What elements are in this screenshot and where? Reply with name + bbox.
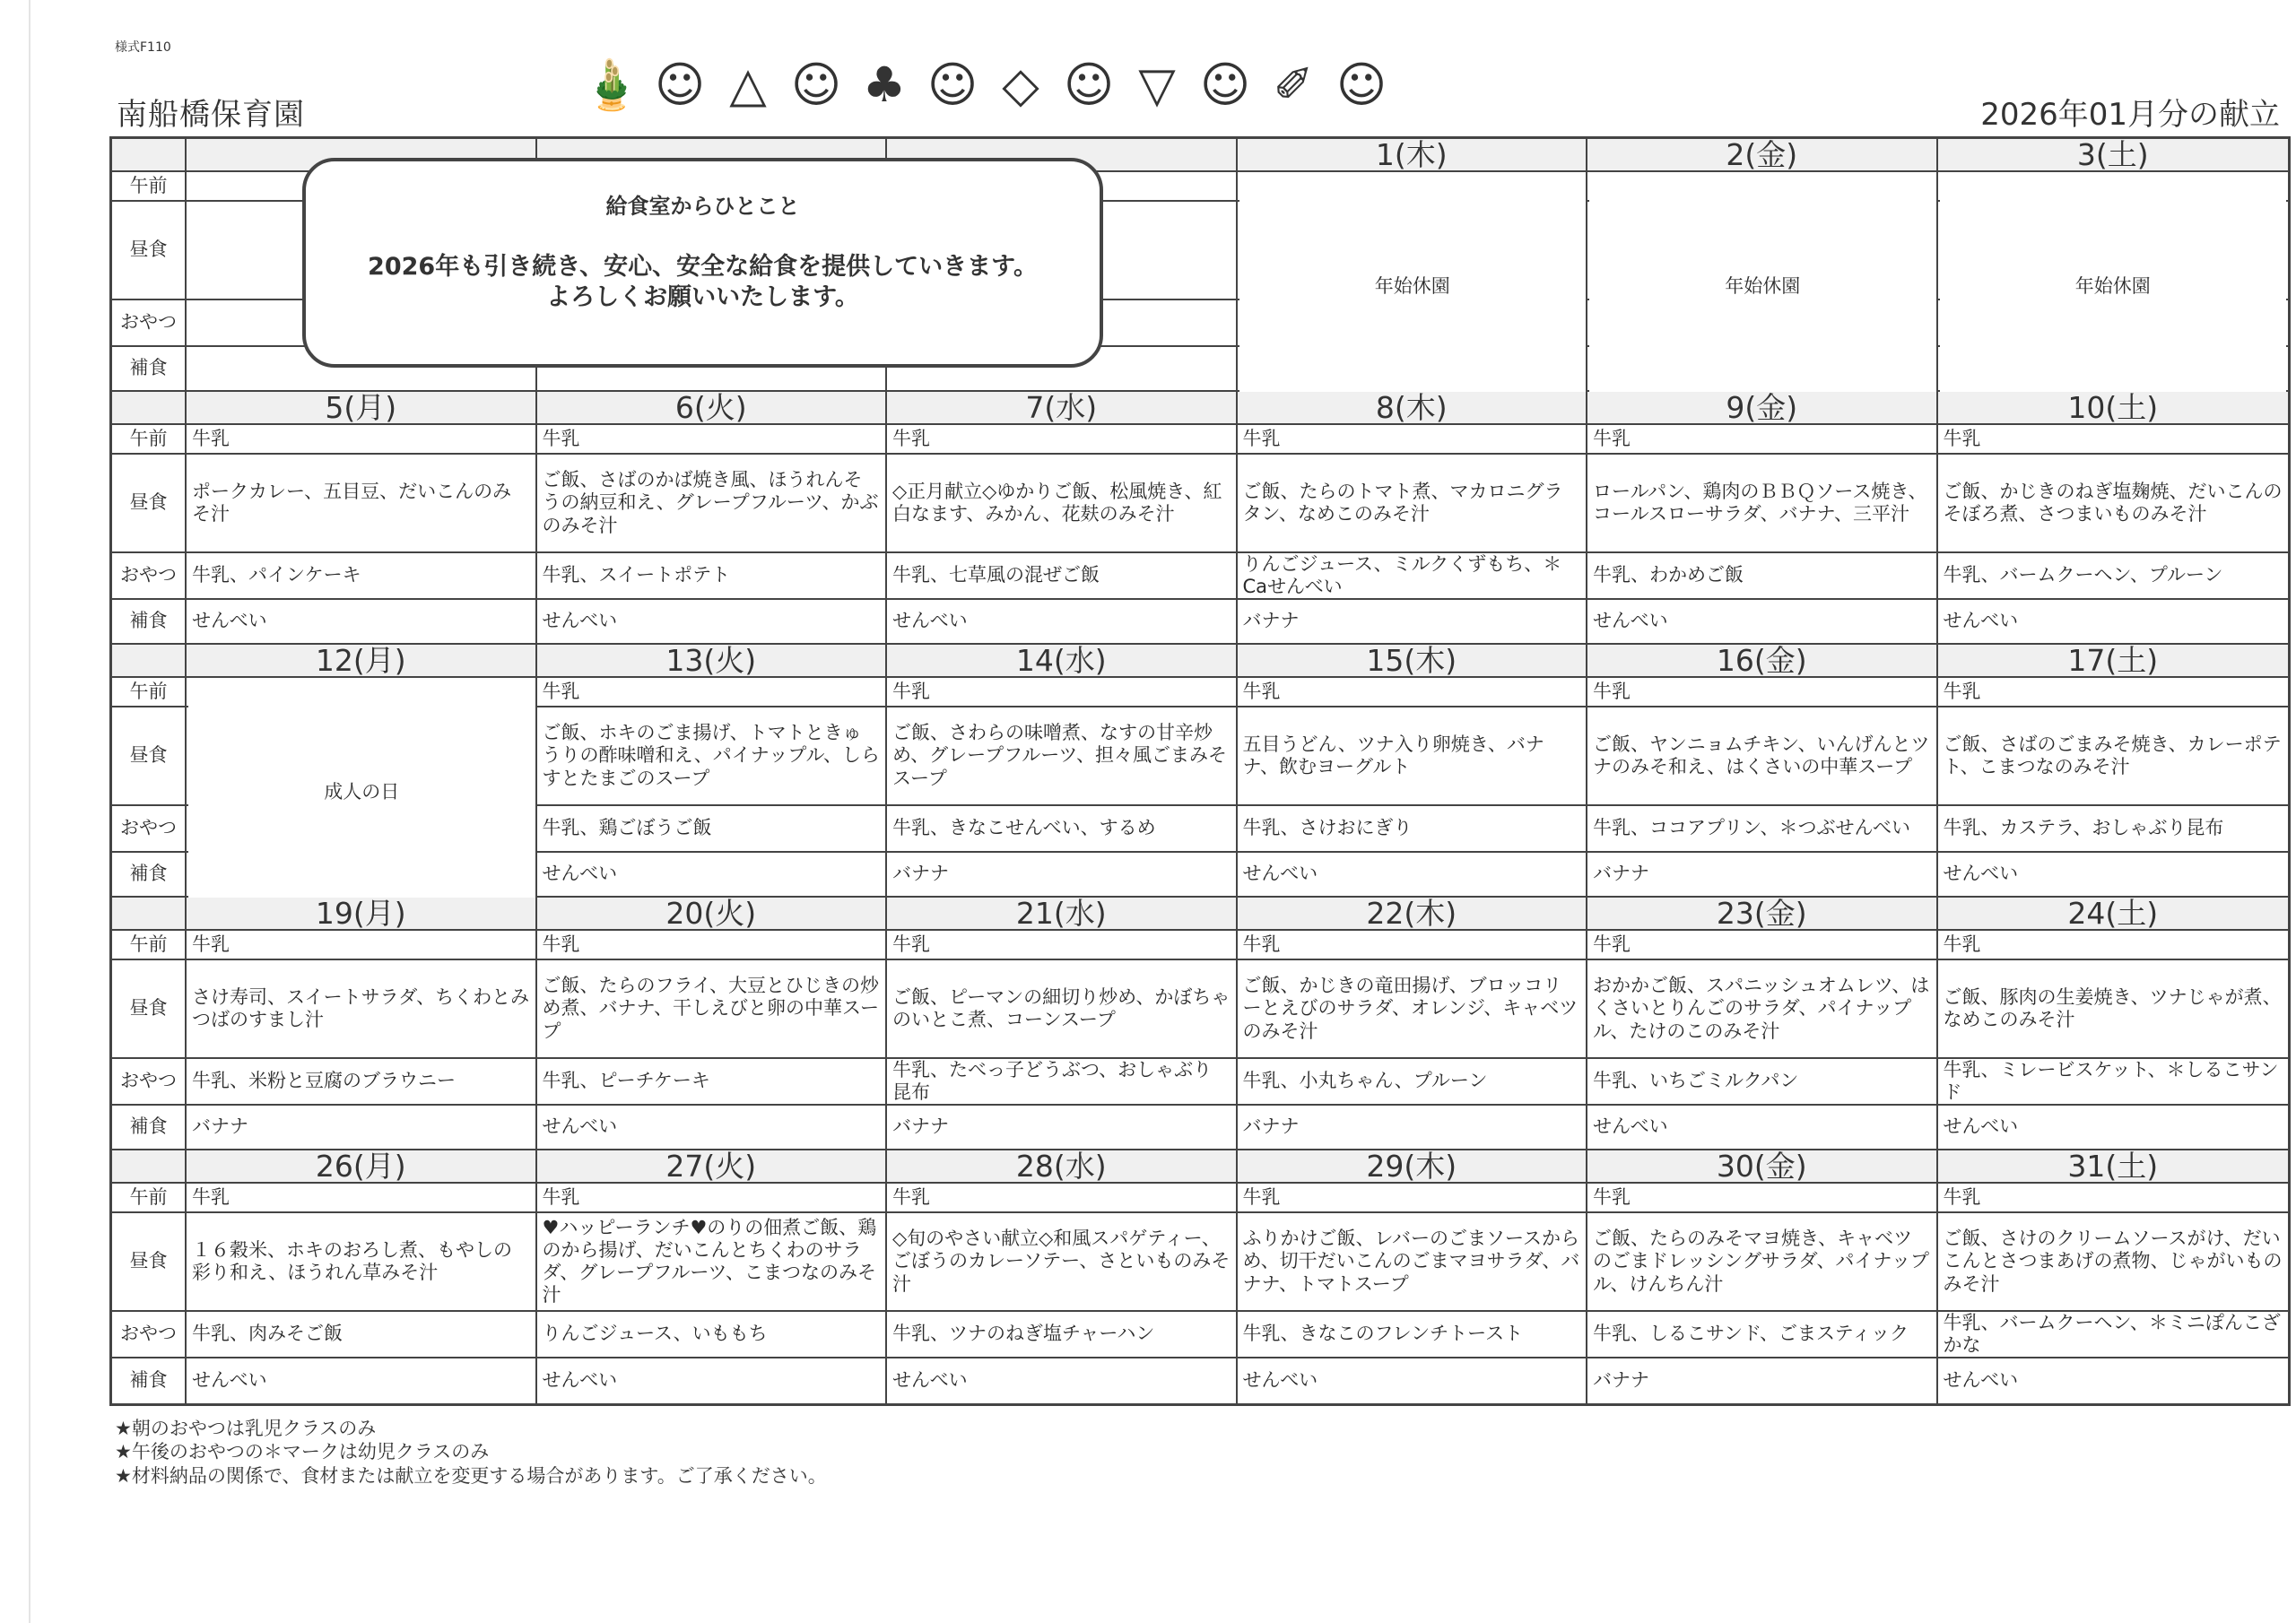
menu-cell: ロールパン、鶏肉のＢＢＱソース焼き、コールスローサラダ、バナナ、三平汁 bbox=[1587, 455, 1938, 551]
date-header: 23(金) bbox=[1587, 898, 1938, 929]
shishimai-lion-icon: ♣ bbox=[862, 56, 907, 113]
menu-cell: ご飯、さばのかば焼き風、ほうれんそうの納豆和え、グレープフルーツ、かぶのみそ汁 bbox=[537, 455, 888, 551]
document-title: 2026年01月分の献立 bbox=[1980, 97, 2280, 133]
week-block bbox=[112, 392, 2288, 645]
supplement-row bbox=[112, 1358, 2288, 1403]
menu-cell: 牛乳、鶏ごぼうご飯 bbox=[537, 806, 888, 851]
menu-cell: 五目うどん、ツナ入り卵焼き、バナナ、飲むヨーグルト bbox=[1238, 707, 1588, 804]
menu-cell: バナナ bbox=[1587, 1358, 1938, 1403]
supplement-row bbox=[112, 1106, 2288, 1150]
menu-cell: せんべい bbox=[1238, 1358, 1588, 1403]
footnotes bbox=[115, 1417, 827, 1488]
hagoita-icon: ✐ bbox=[1273, 56, 1314, 113]
menu-cell: 牛乳、たべっ子どうぶつ、おしゃぶり昆布 bbox=[887, 1059, 1238, 1104]
spinning-top-icon: ▽ bbox=[1138, 56, 1176, 113]
row-label: おやつ bbox=[112, 300, 187, 345]
child-icon: ☺ bbox=[1199, 56, 1251, 113]
menu-cell: 牛乳 bbox=[1587, 1184, 1938, 1211]
row-label: 昼食 bbox=[112, 960, 187, 1057]
corner-cell bbox=[112, 1150, 187, 1182]
menu-cell: せんべい bbox=[537, 853, 888, 896]
kadomatsu-icon: 🎍 bbox=[581, 56, 642, 113]
date-header-row bbox=[112, 1150, 2288, 1184]
child-icon: ☺ bbox=[1335, 56, 1387, 113]
menu-cell: ◇旬のやさい献立◇和風スパゲティー、ごぼうのカレーソテー、さといものみそ汁 bbox=[887, 1213, 1238, 1310]
menu-cell: 牛乳、パインケーキ bbox=[187, 553, 537, 598]
menu-cell: バナナ bbox=[887, 853, 1238, 896]
row-label: おやつ bbox=[112, 806, 187, 851]
kite-icon: ◇ bbox=[1002, 56, 1039, 113]
menu-cell: ご飯、かじきの竜田揚げ、ブロッコリーとえびのサラダ、オレンジ、キャベツのみそ汁 bbox=[1238, 960, 1588, 1057]
date-header: 10(土) bbox=[1938, 392, 2289, 423]
menu-cell: ご飯、たらのトマト煮、マカロニグラタン、なめこのみそ汁 bbox=[1238, 455, 1588, 551]
menu-cell: バナナ bbox=[887, 1106, 1238, 1149]
date-header: 13(火) bbox=[537, 645, 888, 676]
row-label: 補食 bbox=[112, 853, 187, 896]
menu-cell: 牛乳 bbox=[1943, 933, 1981, 955]
menu-cell: 牛乳、小丸ちゃん、プルーン bbox=[1238, 1059, 1588, 1104]
menu-cell: ご飯、たらのみそマヨ焼き、キャベツのごまドレッシングサラダ、パイナップル、けんちん汁 bbox=[1587, 1213, 1938, 1310]
date-header: 12(月) bbox=[187, 645, 537, 676]
menu-cell: 牛乳、肉みそご飯 bbox=[187, 1312, 537, 1357]
date-header: 8(木) bbox=[1238, 392, 1588, 423]
menu-cell: 牛乳 bbox=[1943, 427, 1981, 449]
date-header: 9(金) bbox=[1587, 392, 1938, 423]
date-header: 6(火) bbox=[537, 392, 888, 423]
week-block bbox=[112, 645, 2288, 898]
row-label: おやつ bbox=[112, 553, 187, 598]
morning-snack-row bbox=[112, 425, 2288, 455]
kagami-mochi-icon: △ bbox=[729, 56, 767, 113]
row-label: 午前 bbox=[112, 172, 187, 200]
lunch-row bbox=[112, 960, 2288, 1059]
menu-cell: せんべい bbox=[1587, 600, 1938, 643]
menu-cell: 牛乳、バームクーヘン、プルーン bbox=[1943, 564, 2223, 586]
menu-cell: 牛乳 bbox=[537, 1184, 888, 1211]
date-header: 24(土) bbox=[1938, 898, 2289, 929]
menu-cell: 牛乳、米粉と豆腐のブラウニー bbox=[187, 1059, 537, 1104]
row-label: おやつ bbox=[112, 1312, 187, 1357]
menu-cell: 牛乳 bbox=[1238, 1184, 1588, 1211]
date-header: 7(水) bbox=[887, 392, 1238, 423]
notice-line-2: よろしくお願いいたします。 bbox=[546, 282, 859, 311]
menu-cell: 牛乳 bbox=[887, 425, 1238, 453]
menu-cell: ご飯、さばのごまみそ焼き、カレーポテト、こまつなのみそ汁 bbox=[1943, 733, 2282, 777]
date-header: 26(月) bbox=[187, 1150, 537, 1182]
menu-cell: 牛乳、しるこサンド、ごまスティック bbox=[1587, 1312, 1938, 1357]
afternoon-snack-row bbox=[112, 553, 2288, 600]
menu-cell: 牛乳 bbox=[887, 678, 1238, 706]
menu-cell: バナナ bbox=[1238, 600, 1588, 643]
nursery-name: 南船橋保育園 bbox=[117, 97, 305, 133]
notice-body bbox=[306, 252, 1100, 313]
menu-cell: バナナ bbox=[1587, 853, 1938, 896]
menu-cell: 牛乳 bbox=[537, 425, 888, 453]
supplement-row bbox=[112, 600, 2288, 645]
menu-cell: 牛乳、きなこせんべい、するめ bbox=[887, 806, 1238, 851]
corner-cell bbox=[112, 139, 187, 170]
menu-cell: ご飯、さけのクリームソースがけ、だいこんとさつまあげの煮物、じゃがいものみそ汁 bbox=[1943, 1228, 2283, 1295]
menu-cell: さけ寿司、スイートサラダ、ちくわとみつばのすまし汁 bbox=[187, 960, 537, 1057]
menu-cell: ◇正月献立◇ゆかりご飯、松風焼き、紅白なます、みかん、花麸のみそ汁 bbox=[887, 455, 1238, 551]
menu-cell: せんべい bbox=[1238, 853, 1588, 896]
menu-cell: 牛乳、ツナのねぎ塩チャーハン bbox=[887, 1312, 1238, 1357]
row-label: 昼食 bbox=[112, 202, 187, 299]
afternoon-snack-row bbox=[112, 1059, 2288, 1106]
menu-cell: せんべい bbox=[187, 1358, 537, 1403]
date-header: 22(木) bbox=[1238, 898, 1588, 929]
date-header: 29(木) bbox=[1238, 1150, 1588, 1182]
menu-cell: バナナ bbox=[1238, 1106, 1588, 1149]
child-icon: ☺ bbox=[926, 56, 978, 113]
new-year-illustrations bbox=[583, 36, 1498, 126]
menu-cell: １６穀米、ホキのおろし煮、もやしの彩り和え、ほうれん草みそ汁 bbox=[187, 1213, 537, 1310]
morning-snack-row bbox=[112, 931, 2288, 960]
lunch-row bbox=[112, 455, 2288, 553]
footnote-2: ★午後のおやつの＊マークは幼児クラスのみ bbox=[115, 1441, 490, 1463]
menu-cell: 牛乳、さけおにぎり bbox=[1238, 806, 1588, 851]
date-header-row bbox=[112, 392, 2288, 425]
menu-cell: せんべい bbox=[1943, 1115, 2019, 1138]
corner-cell bbox=[112, 898, 187, 929]
menu-cell: りんごジュース、いももち bbox=[537, 1312, 888, 1357]
row-label: 午前 bbox=[112, 1184, 187, 1211]
menu-cell: 牛乳 bbox=[1238, 678, 1588, 706]
date-header: 1(木) bbox=[1238, 139, 1588, 170]
row-label: 午前 bbox=[112, 425, 187, 453]
menu-cell: ♥ハッピーランチ♥のりの佃煮ご飯、鶏のから揚げ、だいこんとちくわのサラダ、グレープフルーツ、こまつなのみそ汁 bbox=[537, 1213, 888, 1310]
date-header: 17(土) bbox=[1938, 645, 2289, 676]
date-header: 16(金) bbox=[1587, 645, 1938, 676]
date-header: 14(水) bbox=[887, 645, 1238, 676]
footnote-1: ★朝のおやつは乳児クラスのみ bbox=[115, 1418, 377, 1439]
date-header: 5(月) bbox=[187, 392, 537, 423]
menu-cell: 牛乳、ミレービスケット、＊しるこサンド bbox=[1943, 1059, 2279, 1103]
menu-cell: ポークカレー、五目豆、だいこんのみそ汁 bbox=[187, 455, 537, 551]
menu-cell: ご飯、さわらの味噌煮、なすの甘辛炒め、グレープフルーツ、担々風ごまみそスープ bbox=[887, 707, 1238, 804]
row-label: 補食 bbox=[112, 347, 187, 390]
closed-day-notice: 年始休園 bbox=[1940, 172, 2287, 397]
form-id: 様式F110 bbox=[115, 40, 171, 55]
menu-cell: せんべい bbox=[1943, 610, 2019, 632]
menu-cell: 牛乳 bbox=[1238, 425, 1588, 453]
menu-cell: 牛乳 bbox=[1587, 425, 1938, 453]
date-header: 19(月) bbox=[187, 898, 537, 929]
date-header: 2(金) bbox=[1587, 139, 1938, 170]
afternoon-snack-row bbox=[112, 1312, 2288, 1358]
menu-cell: 牛乳 bbox=[537, 931, 888, 959]
menu-cell: せんべい bbox=[1587, 1106, 1938, 1149]
menu-cell: 牛乳 bbox=[1943, 680, 1981, 702]
page-edge bbox=[29, 0, 30, 1623]
menu-cell: 牛乳、バームクーヘン、＊ミニぽんこざかな bbox=[1943, 1312, 2281, 1356]
child-icon: ☺ bbox=[1063, 56, 1115, 113]
row-label: 補食 bbox=[112, 1358, 187, 1403]
date-header-row bbox=[112, 645, 2288, 678]
notice-title: 給食室からひとこと bbox=[605, 194, 800, 219]
row-label: 昼食 bbox=[112, 455, 187, 551]
menu-cell: せんべい bbox=[187, 600, 537, 643]
morning-snack-row bbox=[112, 1184, 2288, 1213]
menu-cell: 牛乳 bbox=[187, 1184, 537, 1211]
menu-cell: 牛乳 bbox=[887, 931, 1238, 959]
menu-cell: ご飯、たらのフライ、大豆とひじきの炒め煮、バナナ、干しえびと卵の中華スープ bbox=[537, 960, 888, 1057]
menu-cell: 牛乳 bbox=[1587, 678, 1938, 706]
menu-cell: せんべい bbox=[1943, 863, 2019, 885]
menu-cell: せんべい bbox=[537, 1358, 888, 1403]
menu-cell: ふりかけご飯、レバーのごまソースからめ、切干だいこんのごまマヨサラダ、バナナ、トマトスープ bbox=[1238, 1213, 1588, 1310]
menu-cell: 牛乳 bbox=[1238, 931, 1588, 959]
menu-cell: ご飯、ピーマンの細切り炒め、かぼちゃのいとこ煮、コーンスープ bbox=[887, 960, 1238, 1057]
week-block bbox=[112, 1150, 2288, 1403]
menu-cell: 牛乳、ココアプリン、＊つぶせんべい bbox=[1587, 806, 1938, 851]
menu-cell: 牛乳 bbox=[1943, 1185, 1981, 1208]
menu-cell: 牛乳 bbox=[187, 425, 537, 453]
menu-cell: せんべい bbox=[887, 600, 1238, 643]
notice-line-1: 2026年も引き続き、安心、安全な給食を提供していきます。 bbox=[368, 253, 1038, 281]
row-label: 補食 bbox=[112, 1106, 187, 1149]
kitchen-notice-box bbox=[302, 158, 1103, 368]
child-icon: ☺ bbox=[790, 56, 842, 113]
menu-cell: 牛乳 bbox=[537, 678, 888, 706]
menu-cell: おかかご飯、スパニッシュオムレツ、はくさいとりんごのサラダ、パイナップル、たけのこのみそ汁 bbox=[1587, 960, 1938, 1057]
menu-cell: バナナ bbox=[187, 1106, 537, 1149]
date-header: 27(火) bbox=[537, 1150, 888, 1182]
corner-cell bbox=[112, 392, 187, 423]
closed-day-notice: 年始休園 bbox=[1589, 172, 1936, 397]
lunch-row bbox=[112, 1213, 2288, 1312]
row-label: 補食 bbox=[112, 600, 187, 643]
menu-cell: 牛乳 bbox=[187, 931, 537, 959]
menu-cell: 牛乳、七草風の混ぜご飯 bbox=[887, 553, 1238, 598]
date-header: 15(木) bbox=[1238, 645, 1588, 676]
date-header: 20(火) bbox=[537, 898, 888, 929]
menu-cell: 牛乳 bbox=[887, 1184, 1238, 1211]
menu-cell: 牛乳、スイートポテト bbox=[537, 553, 888, 598]
menu-cell: 牛乳、わかめご飯 bbox=[1587, 553, 1938, 598]
menu-cell: 牛乳 bbox=[1587, 931, 1938, 959]
menu-cell: せんべい bbox=[887, 1358, 1238, 1403]
week-block bbox=[112, 898, 2288, 1150]
menu-cell: りんごジュース、ミルクくずもち、＊Caせんべい bbox=[1238, 553, 1588, 598]
closed-day-notice: 年始休園 bbox=[1239, 172, 1587, 397]
menu-cell: ご飯、ホキのごま揚げ、トマトときゅうりの酢味噌和え、パイナップル、しらすとたまごのスープ bbox=[537, 707, 888, 804]
row-label: 昼食 bbox=[112, 707, 187, 804]
menu-cell: ご飯、豚肉の生姜焼き、ツナじゃが煮、なめこのみそ汁 bbox=[1943, 985, 2282, 1030]
menu-cell: ご飯、かじきのねぎ塩麹焼、だいこんのそぼろ煮、さつまいものみそ汁 bbox=[1943, 480, 2283, 525]
menu-cell: 牛乳、ピーチケーキ bbox=[537, 1059, 888, 1104]
menu-cell: 牛乳、カステラ、おしゃぶり昆布 bbox=[1943, 817, 2224, 839]
row-label: 午前 bbox=[112, 931, 187, 959]
menu-cell: 牛乳、いちごミルクパン bbox=[1587, 1059, 1938, 1104]
menu-cell: 牛乳、きなこのフレンチトースト bbox=[1238, 1312, 1588, 1357]
date-header: 31(土) bbox=[1938, 1150, 2289, 1182]
date-header-row bbox=[112, 898, 2288, 931]
footnote-3: ★材料納品の関係で、食材または献立を変更する場合があります。ご了承ください。 bbox=[115, 1464, 827, 1487]
row-label: 昼食 bbox=[112, 1213, 187, 1310]
menu-cell: せんべい bbox=[537, 600, 888, 643]
closed-day-notice: 成人の日 bbox=[188, 678, 535, 903]
menu-cell: せんべい bbox=[1943, 1369, 2019, 1392]
date-header: 28(水) bbox=[887, 1150, 1238, 1182]
date-header: 21(水) bbox=[887, 898, 1238, 929]
date-header: 3(土) bbox=[1938, 139, 2289, 170]
menu-cell: ご飯、ヤンニョムチキン、いんげんとツナのみそ和え、はくさいの中華スープ bbox=[1587, 707, 1938, 804]
row-label: 午前 bbox=[112, 678, 187, 706]
date-header: 30(金) bbox=[1587, 1150, 1938, 1182]
child-icon: ☺ bbox=[654, 56, 706, 113]
row-label: おやつ bbox=[112, 1059, 187, 1104]
menu-cell: せんべい bbox=[537, 1106, 888, 1149]
corner-cell bbox=[112, 645, 187, 676]
